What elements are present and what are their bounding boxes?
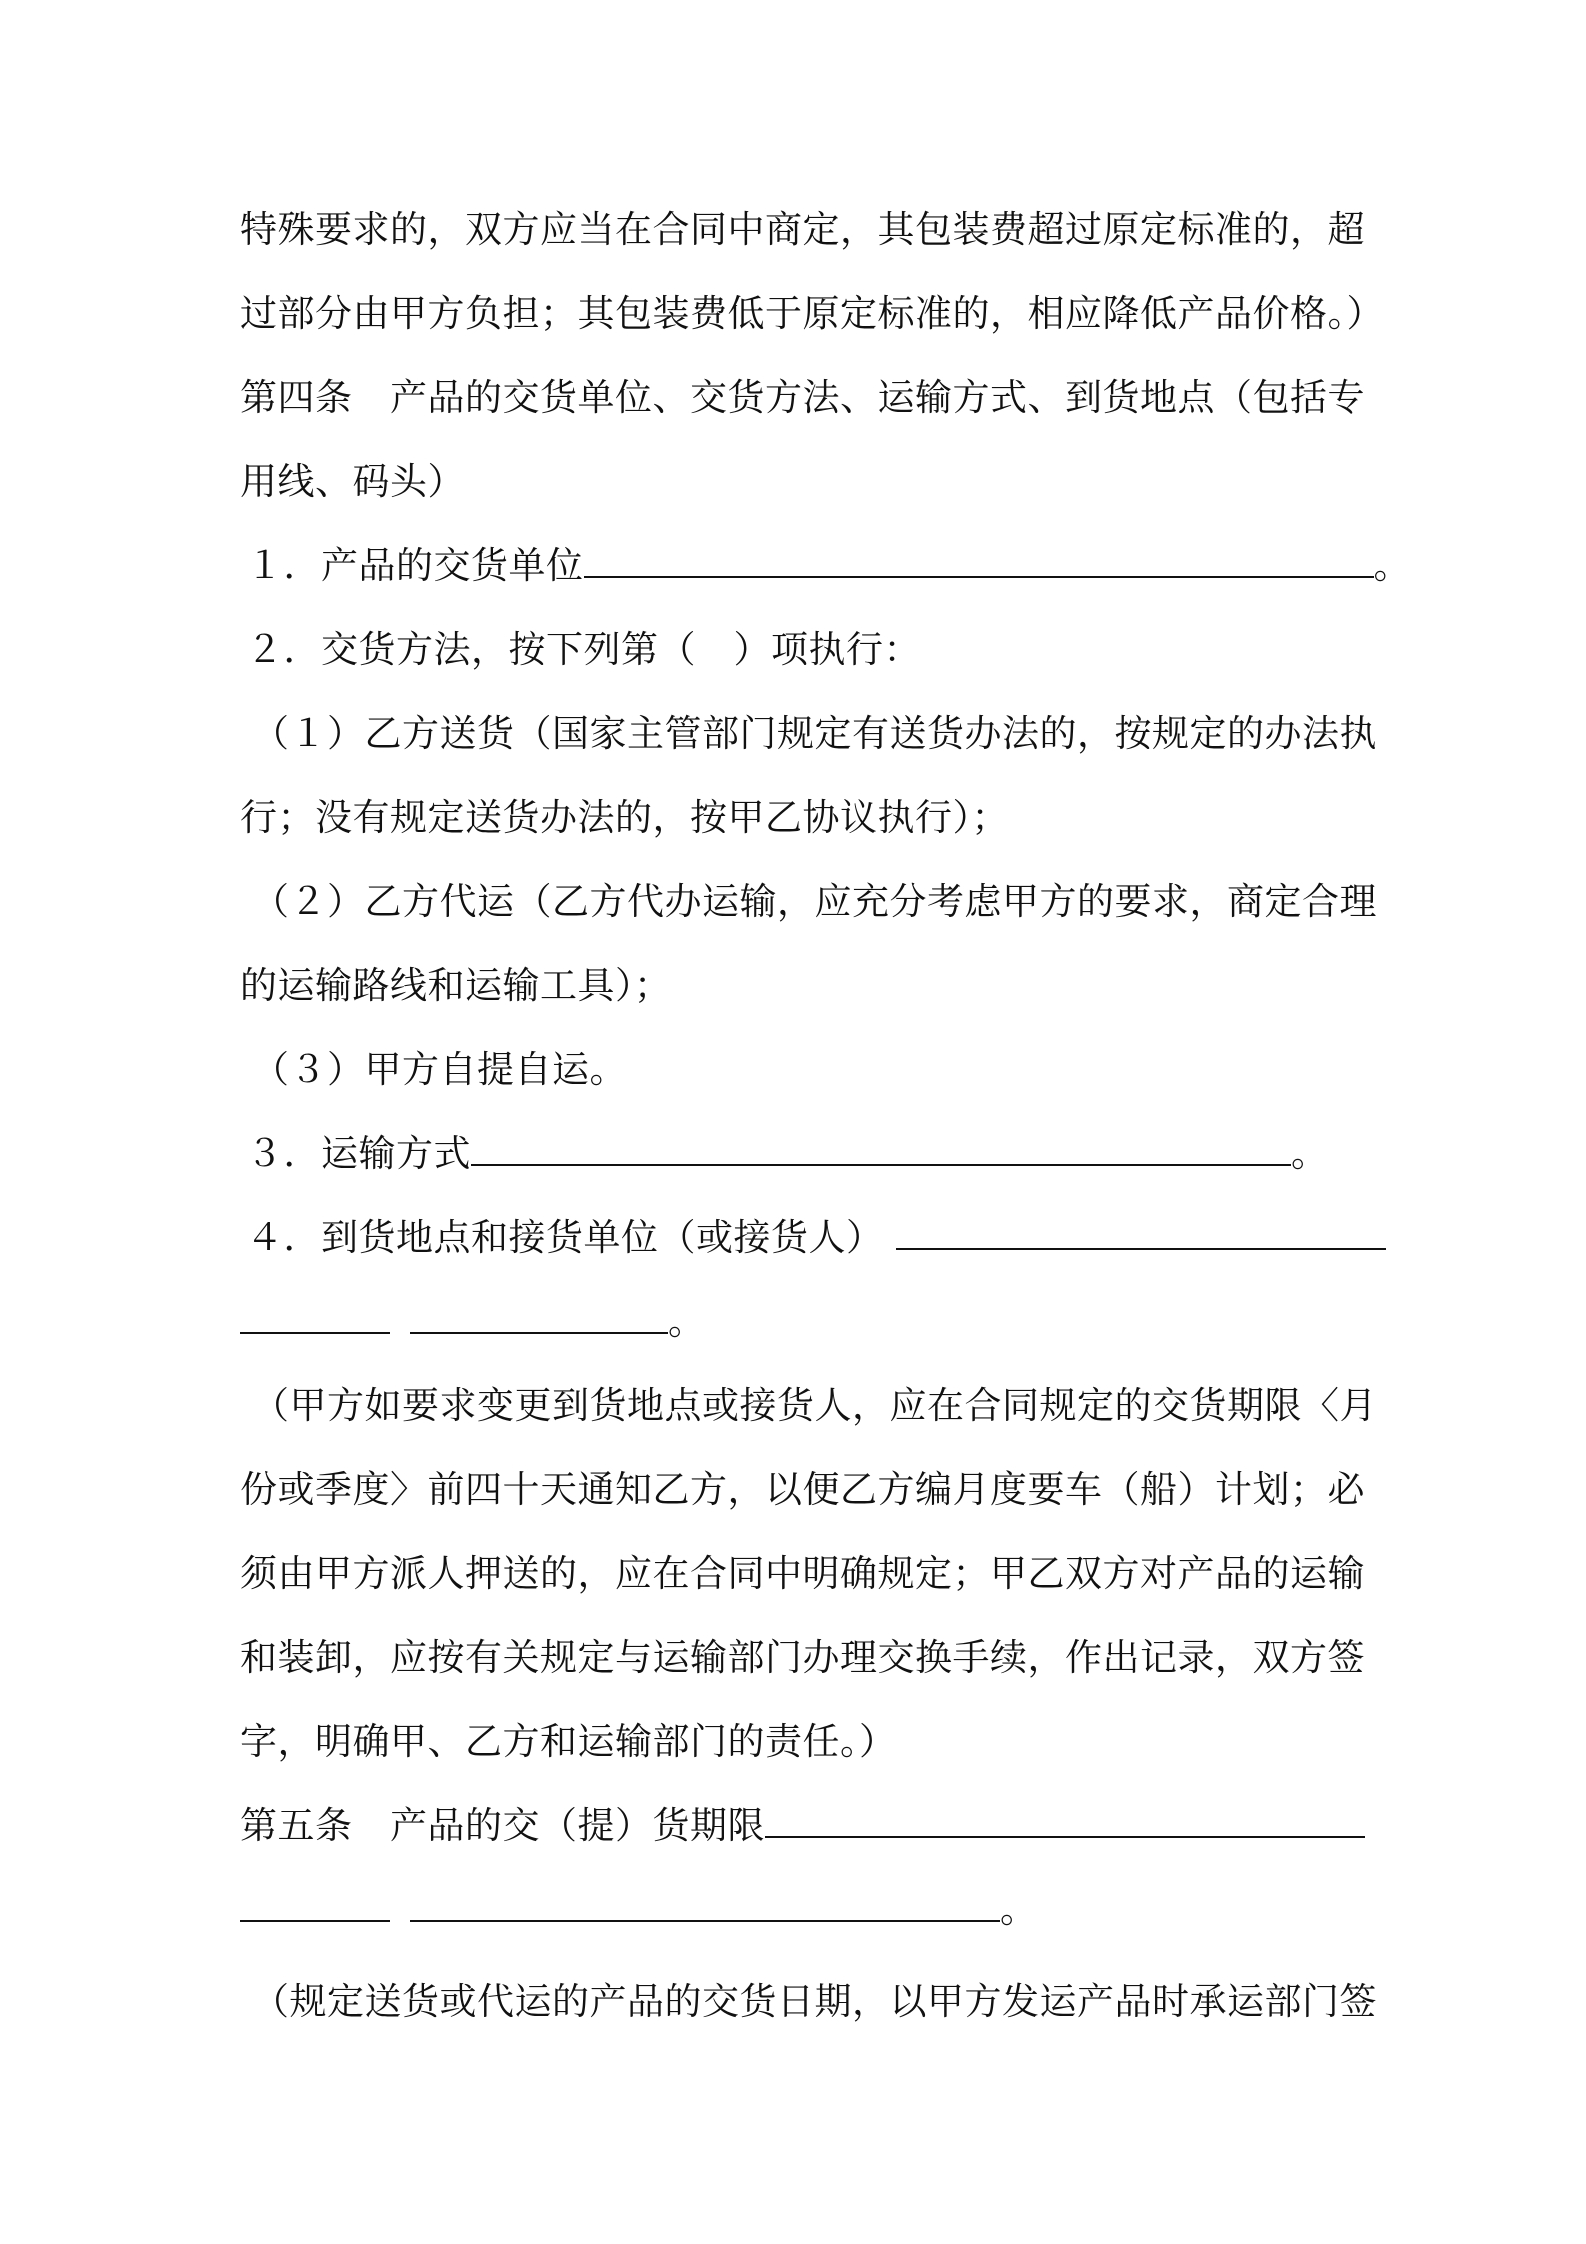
text-line: 用线、码头） xyxy=(240,460,465,503)
text-line: 特殊要求的，双方应当在合同中商定，其包装费超过原定标准的，超 xyxy=(240,208,1365,251)
delivery-method-item: ２．交货方法，按下列第（ ）项执行： xyxy=(246,628,921,671)
text-line: 行；没有规定送货办法的，按甲乙协议执行）； xyxy=(240,796,1009,839)
text-line: （规定送货或代运的产品的交货日期，以甲方发运产品时承运部门签 xyxy=(252,1980,1377,2023)
delivery-unit-blank[interactable] xyxy=(584,542,1374,578)
text-line: 过部分由甲方负担；其包装费低于原定标准的，相应降低产品价格。） xyxy=(240,292,1384,335)
delivery-deadline-blank-3[interactable] xyxy=(410,1886,1000,1922)
arrival-place-blank-2[interactable] xyxy=(240,1298,390,1334)
transport-mode-item: ３．运输方式 。 xyxy=(246,1132,1329,1175)
text-line: 和装卸，应按有关规定与运输部门办理交换手续，作出记录，双方签 xyxy=(240,1636,1365,1679)
delivery-unit-item: １．产品的交货单位 。 xyxy=(246,544,1411,587)
delivery-deadline-blank[interactable] xyxy=(765,1802,1365,1838)
transport-mode-blank[interactable] xyxy=(471,1130,1291,1166)
text-line: 字，明确甲、乙方和运输部门的责任。） xyxy=(240,1720,897,1763)
text-line: 须由甲方派人押送的，应在合同中明确规定；甲乙双方对产品的运输 xyxy=(240,1552,1365,1595)
option-1: （１）乙方送货（国家主管部门规定有送货办法的，按规定的办法执 xyxy=(252,712,1377,755)
option-3: （３）甲方自提自运。 xyxy=(252,1048,627,1091)
arrival-place-blank-3[interactable] xyxy=(410,1298,668,1334)
text-line: 份或季度〉前四十天通知乙方，以便乙方编月度要车（船）计划；必 xyxy=(240,1468,1365,1511)
option-2: （２）乙方代运（乙方代办运输，应充分考虑甲方的要求，商定合理 xyxy=(252,880,1377,923)
delivery-deadline-blank-2[interactable] xyxy=(240,1886,390,1922)
text-line: （甲方如要求变更到货地点或接货人，应在合同规定的交货期限〈月 xyxy=(252,1384,1377,1427)
text-line: 的运输路线和运输工具）； xyxy=(240,964,672,1007)
arrival-place-continued: 。 xyxy=(240,1298,1360,1346)
article-4-heading: 第四条 产品的交货单位、交货方法、运输方式、到货地点（包括专 xyxy=(240,376,1365,419)
arrival-place-blank[interactable] xyxy=(896,1214,1386,1250)
delivery-deadline-continued: 。 xyxy=(240,1886,1360,1934)
arrival-place-item: ４．到货地点和接货单位（或接货人） xyxy=(246,1214,1366,1262)
article-5-heading: 第五条 产品的交（提）货期限 xyxy=(240,1802,1360,1850)
